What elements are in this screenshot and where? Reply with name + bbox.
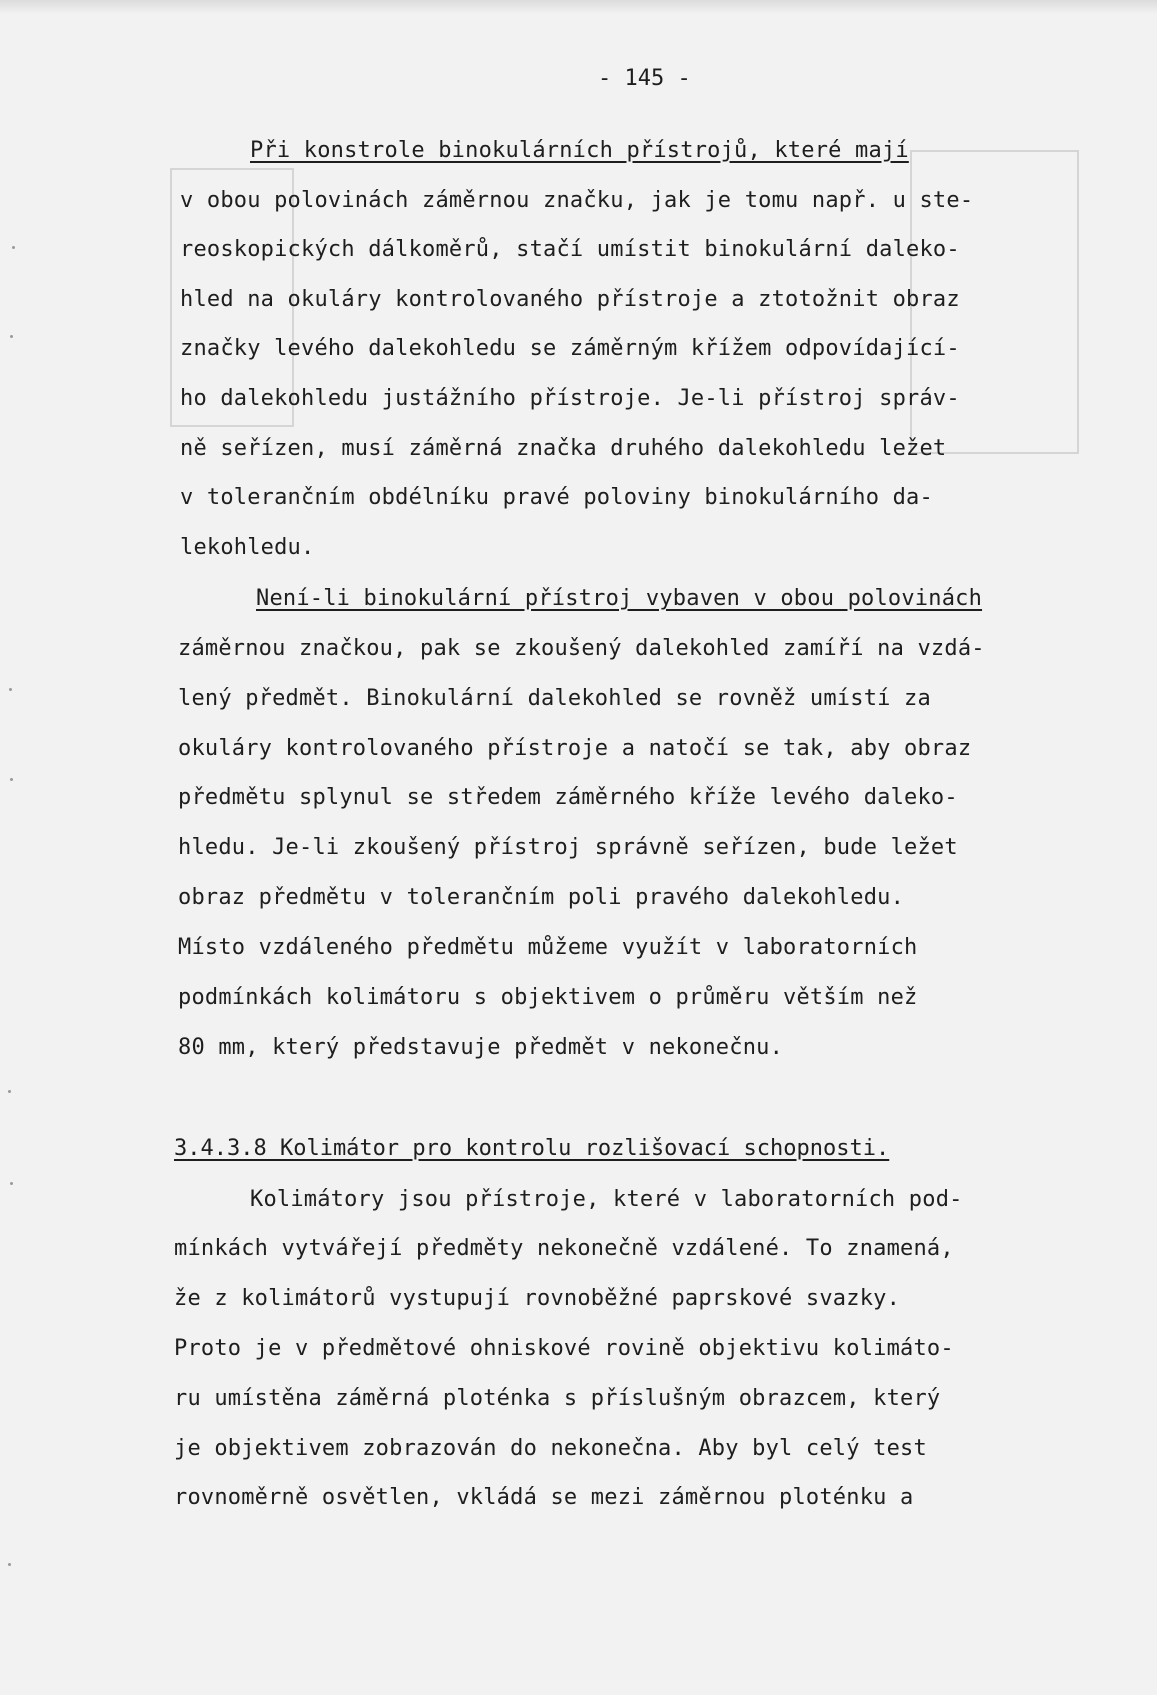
paragraph-1-line-2: v obou polovinách záměrnou značku, jak je tomu např. u ste- xyxy=(180,188,974,213)
scan-speck xyxy=(10,335,13,338)
paragraph-3-line-6: je objektivem zobrazován do nekonečna. Aby byl celý test xyxy=(174,1436,927,1461)
scan-speck xyxy=(12,246,15,249)
paragraph-2-line-7: obraz předmětu v tolerančním poli pravého dalekohledu. xyxy=(178,885,905,910)
scan-speck xyxy=(9,688,12,691)
paragraph-2-line-9: podmínkách kolimátoru s objektivem o průměru větším než xyxy=(178,985,918,1010)
paragraph-1-line-1: Při konstrole binokulárních přístrojů, které mají xyxy=(250,138,909,163)
paragraph-2-line-4: okuláry kontrolovaného přístroje a natočí se tak, aby obraz xyxy=(178,736,972,761)
paragraph-2-line-5: předmětu splynul se středem záměrného kříže levého daleko- xyxy=(178,785,958,810)
scan-speck xyxy=(10,778,13,781)
section-heading: 3.4.3.8 Kolimátor pro kontrolu rozlišovací schopnosti. xyxy=(174,1136,890,1161)
paragraph-2-line-6: hledu. Je-li zkoušený přístroj správně seřízen, bude ležet xyxy=(178,835,958,860)
paragraph-2-line-10: 80 mm, který představuje předmět v nekonečnu. xyxy=(178,1035,784,1060)
paragraph-1-line-9: lekohledu. xyxy=(180,535,315,560)
paragraph-2-line-8: Místo vzdáleného předmětu můžeme využít v laboratorních xyxy=(178,935,918,960)
paragraph-1-line-3: reoskopických dálkoměrů, stačí umístit binokulární daleko- xyxy=(180,237,960,262)
paragraph-2-line-1: Není-li binokulární přístroj vybaven v obou polovinách xyxy=(256,586,983,611)
page-number: - 145 - xyxy=(598,66,691,91)
paragraph-2-line-2: záměrnou značkou, pak se zkoušený dalekohled zamíří na vzdá- xyxy=(178,636,985,661)
paragraph-3-line-7: rovnoměrně osvětlen, vkládá se mezi záměrnou ploténku a xyxy=(174,1485,914,1510)
paragraph-1-line-8: v tolerančním obdélníku pravé poloviny binokulárního da- xyxy=(180,485,933,510)
paragraph-3-line-2: mínkách vytvářejí předměty nekonečně vzdálené. To znamená, xyxy=(174,1236,954,1261)
scan-top-edge xyxy=(0,0,1157,14)
paragraph-1-line-7: ně seřízen, musí záměrná značka druhého dalekohledu ležet xyxy=(180,436,947,461)
paragraph-1-line-4: hled na okuláry kontrolovaného přístroje a ztotožnit obraz xyxy=(180,287,960,312)
scan-speck xyxy=(10,1182,13,1185)
paragraph-1-line-5: značky levého dalekohledu se záměrným křížem odpovídající- xyxy=(180,336,960,361)
paragraph-1-line-6: ho dalekohledu justážního přístroje. Je-li přístroj správ- xyxy=(180,386,960,411)
paragraph-3-line-3: že z kolimátorů vystupují rovnoběžné paprskové svazky. xyxy=(174,1286,901,1311)
scan-speck xyxy=(8,1090,11,1093)
paragraph-3-line-5: ru umístěna záměrná ploténka s příslušným obrazcem, který xyxy=(174,1386,941,1411)
scan-speck xyxy=(8,1563,11,1566)
paragraph-2-line-3: lený předmět. Binokulární dalekohled se rovněž umístí za xyxy=(178,686,931,711)
paragraph-3-line-4: Proto je v předmětové ohniskové rovině objektivu kolimáto- xyxy=(174,1336,954,1361)
paragraph-3-line-1: Kolimátory jsou přístroje, které v laboratorních pod- xyxy=(250,1187,963,1212)
